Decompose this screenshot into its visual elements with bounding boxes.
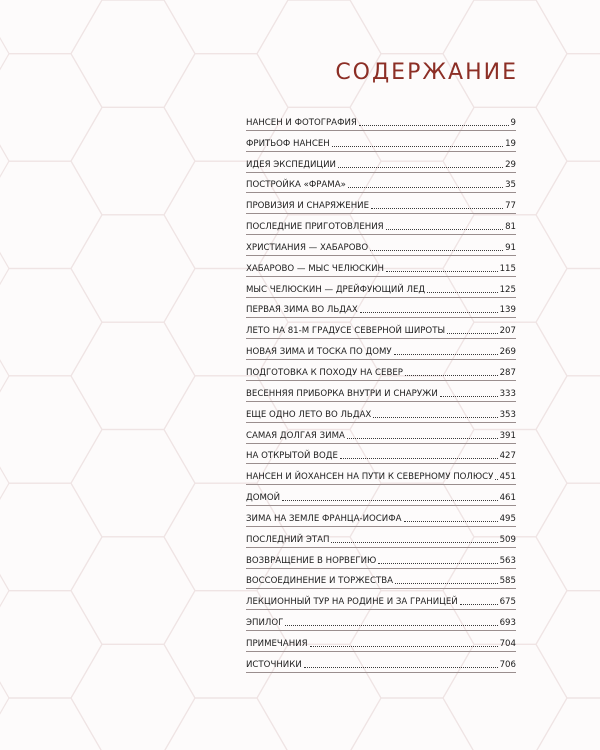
toc-entry-title: ФРИТЬОФ НАНСЕН	[246, 138, 330, 149]
toc-entry-title: ЛЕТО НА 81-М ГРАДУСЕ СЕВЕРНОЙ ШИРОТЫ	[246, 326, 446, 337]
hexagon-shape	[71, 322, 195, 429]
dot-leader	[310, 646, 498, 647]
dot-leader	[360, 312, 498, 313]
toc-entry-page-number: 509	[499, 534, 516, 545]
toc-entry-title: ПОДГОТОВКА К ПОХОДУ НА СЕВЕР	[246, 367, 403, 378]
toc-entry-page-number: 353	[499, 409, 516, 420]
toc-entry-title: ЗИМА НА ЗЕМЛЕ ФРАНЦА-ИОСИФА	[246, 513, 402, 524]
toc-entry-title: ПОСЛЕДНИЕ ПРИГОТОВЛЕНИЯ	[246, 222, 384, 233]
page-title: СОДЕРЖАНИЕ	[335, 60, 518, 85]
toc-entry-title: НАНСЕН И ЙОХАНСЕН НА ПУТИ К СЕВЕРНОМУ ПОЛЮСУ	[246, 472, 494, 483]
hexagon-shape	[0, 591, 102, 698]
dot-leader	[304, 667, 498, 668]
hexagon-shape	[71, 537, 195, 644]
toc-entry-page-number: 269	[499, 347, 516, 358]
toc-entry[interactable]	[246, 423, 516, 444]
toc-entry-page-number: 693	[499, 618, 516, 629]
toc-entry[interactable]	[246, 610, 516, 631]
toc-entry[interactable]	[246, 527, 516, 548]
hexagon-shape	[536, 483, 600, 590]
dot-leader	[394, 354, 498, 355]
dot-leader	[440, 396, 498, 397]
toc-entry[interactable]	[246, 652, 516, 673]
toc-entry-page-number: 585	[499, 576, 516, 587]
dot-leader	[427, 292, 497, 293]
toc-entry-title: ПРОВИЗИЯ И СНАРЯЖЕНИЕ	[246, 201, 370, 212]
toc-entry-page-number: 706	[499, 659, 516, 670]
toc-entry-title: ВОССОЕДИНЕНИЕ И ТОРЖЕСТВА	[246, 576, 394, 587]
toc-entry[interactable]	[246, 631, 516, 652]
toc-entry-page-number: 563	[499, 555, 516, 566]
toc-entry[interactable]	[246, 485, 516, 506]
toc-entry[interactable]	[246, 152, 516, 173]
hexagon-shape	[536, 269, 600, 376]
toc-entry-page-number: 115	[499, 263, 516, 274]
toc-entry[interactable]	[246, 569, 516, 590]
hexagon-shape	[350, 698, 474, 750]
toc-entry[interactable]	[246, 131, 516, 152]
hexagon-shape	[71, 107, 195, 214]
hexagon-shape	[71, 0, 195, 107]
toc-entry[interactable]	[246, 173, 516, 194]
hexagon-shape	[164, 0, 288, 54]
toc-entry[interactable]	[246, 256, 516, 277]
hexagon-shape	[0, 54, 102, 161]
toc-entry-page-number: 675	[499, 597, 516, 608]
toc-entry[interactable]	[246, 214, 516, 235]
dot-leader	[359, 125, 509, 126]
toc-entry-title: ЕЩЕ ОДНО ЛЕТО ВО ЛЬДАХ	[246, 409, 372, 420]
toc-entry-title: ИДЕЯ ЭКСПЕДИЦИИ	[246, 159, 336, 170]
toc-entry-page-number: 9	[510, 117, 516, 128]
toc-entry[interactable]	[246, 235, 516, 256]
hexagon-shape	[0, 161, 102, 268]
toc-entry-page-number: 287	[499, 367, 516, 378]
dot-leader	[331, 542, 497, 543]
dot-leader	[371, 208, 503, 209]
toc-entry-title: ХАБАРОВО — МЫС ЧЕЛЮСКИН	[246, 263, 384, 274]
dot-leader	[460, 604, 498, 605]
toc-entry[interactable]	[246, 110, 516, 131]
hexagon-shape	[536, 698, 600, 750]
dot-leader	[405, 375, 498, 376]
toc-entry[interactable]	[246, 402, 516, 423]
toc-entry[interactable]	[246, 506, 516, 527]
toc-entry-title: ПОСТРОЙКА «ФРАМА»	[246, 180, 346, 191]
toc-entry-page-number: 77	[505, 201, 516, 212]
hexagon-shape	[536, 376, 600, 483]
toc-entry-title: МЫС ЧЕЛЮСКИН — ДРЕЙФУЮЩИЙ ЛЕД	[246, 284, 426, 295]
hexagon-shape	[164, 698, 288, 750]
toc-entry-title: НА ОТКРЫТОЙ ВОДЕ	[246, 451, 338, 462]
toc-entry-page-number: 91	[505, 242, 516, 253]
toc-entry[interactable]	[246, 339, 516, 360]
dot-leader	[404, 521, 498, 522]
dot-leader	[370, 250, 503, 251]
hexagon-shape	[350, 0, 474, 54]
toc-entry-page-number: 451	[499, 472, 516, 483]
toc-entry-title: ПОСЛЕДНИЙ ЭТАП	[246, 534, 330, 545]
toc-entry-page-number: 19	[505, 138, 516, 149]
toc-entry-title: НОВАЯ ЗИМА И ТОСКА ПО ДОМУ	[246, 347, 392, 358]
toc-entry-page-number: 427	[499, 451, 516, 462]
toc-entry-page-number: 704	[499, 638, 516, 649]
dot-leader	[347, 438, 498, 439]
toc-entry[interactable]	[246, 318, 516, 339]
toc-entry-title: ВОЗВРАЩЕНИЕ В НОРВЕГИЮ	[246, 555, 377, 566]
hexagon-shape	[0, 376, 102, 483]
toc-entry[interactable]	[246, 444, 516, 465]
toc-entry-title: НАНСЕН И ФОТОГРАФИЯ	[246, 117, 357, 128]
toc-entry-page-number: 29	[505, 159, 516, 170]
dot-leader	[332, 146, 503, 147]
dot-leader	[495, 479, 497, 480]
toc-entry-title: ПЕРВАЯ ЗИМА ВО ЛЬДАХ	[246, 305, 358, 316]
toc-entry-page-number: 461	[499, 493, 516, 504]
table-of-contents	[246, 110, 516, 673]
toc-entry-title: САМАЯ ДОЛГАЯ ЗИМА	[246, 430, 345, 441]
hexagon-shape	[0, 269, 102, 376]
toc-entry[interactable]	[246, 589, 516, 610]
toc-entry-page-number: 391	[499, 430, 516, 441]
toc-entry-title: ДОМОЙ	[246, 493, 281, 504]
toc-entry[interactable]	[246, 193, 516, 214]
toc-entry-page-number: 207	[499, 326, 516, 337]
hexagon-shape	[71, 644, 195, 750]
toc-entry-page-number: 35	[505, 180, 516, 191]
dot-leader	[447, 333, 498, 334]
dot-leader	[395, 583, 498, 584]
toc-entry[interactable]	[246, 464, 516, 485]
dot-leader	[386, 229, 503, 230]
hexagon-shape	[536, 591, 600, 698]
toc-entry[interactable]	[246, 298, 516, 319]
toc-entry-title: ПРИМЕЧАНИЯ	[246, 638, 308, 649]
dot-leader	[338, 167, 503, 168]
toc-entry-page-number: 333	[499, 388, 516, 399]
toc-entry[interactable]	[246, 277, 516, 298]
toc-entry-page-number: 495	[499, 513, 516, 524]
dot-leader	[378, 563, 497, 564]
toc-entry-page-number: 139	[499, 305, 516, 316]
dot-leader	[386, 271, 498, 272]
toc-entry-title: ЛЕКЦИОННЫЙ ТУР НА РОДИНЕ И ЗА ГРАНИЦЕЙ	[246, 597, 458, 608]
toc-entry[interactable]	[246, 548, 516, 569]
hexagon-shape	[0, 483, 102, 590]
dot-leader	[348, 187, 503, 188]
hexagon-shape	[536, 54, 600, 161]
hexagon-shape	[536, 0, 600, 54]
toc-entry[interactable]	[246, 360, 516, 381]
toc-entry-page-number: 125	[499, 284, 516, 295]
hexagon-shape	[71, 215, 195, 322]
dot-leader	[373, 417, 497, 418]
dot-leader	[340, 458, 498, 459]
dot-leader	[282, 500, 498, 501]
toc-entry-title: ХРИСТИАНИЯ — ХАБАРОВО	[246, 242, 369, 253]
hexagon-shape	[71, 430, 195, 537]
toc-entry-title: ЭПИЛОГ	[246, 618, 284, 629]
toc-entry-title: ВЕСЕННЯЯ ПРИБОРКА ВНУТРИ И СНАРУЖИ	[246, 388, 438, 399]
dot-leader	[285, 625, 497, 626]
toc-entry-page-number: 81	[505, 222, 516, 233]
hexagon-shape	[536, 161, 600, 268]
toc-entry-title: ИСТОЧНИКИ	[246, 659, 302, 670]
toc-entry[interactable]	[246, 381, 516, 402]
